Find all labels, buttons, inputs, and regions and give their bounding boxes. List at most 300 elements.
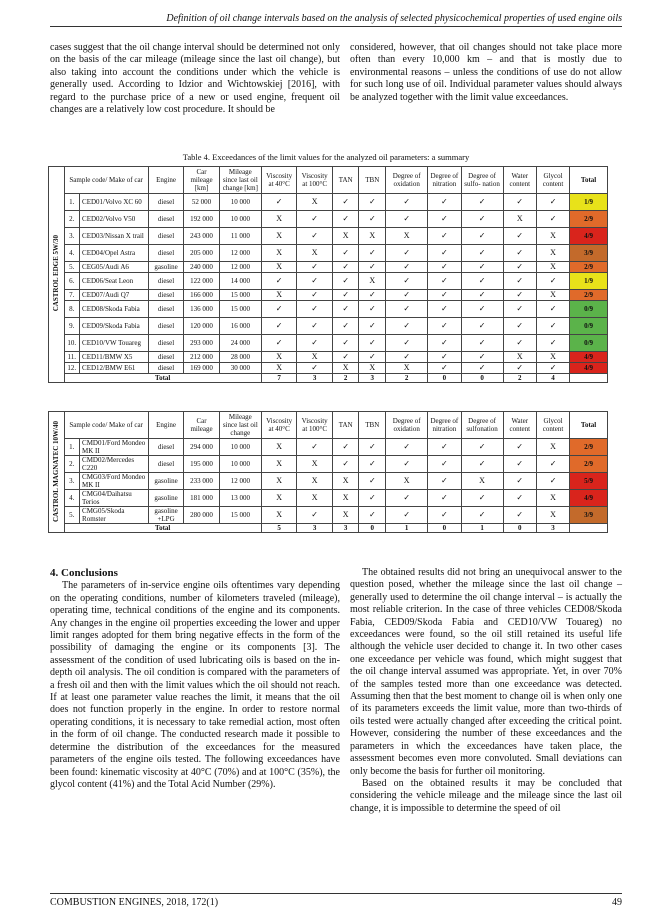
check-mark: ✓ [428, 211, 461, 228]
sample-code: CMD01/Ford Mondeo MK II [80, 439, 149, 456]
sample-code: CED09/Skoda Fabia [80, 318, 149, 335]
check-mark: ✓ [261, 335, 296, 352]
sample-code: CED11/BMW X5 [80, 352, 149, 363]
column-total: 0 [428, 374, 461, 383]
group-label [49, 412, 65, 533]
check-mark: ✓ [503, 490, 536, 507]
exceeded-mark: X [261, 473, 296, 490]
check-mark: ✓ [297, 290, 332, 301]
exceeded-mark: X [536, 262, 569, 273]
column-total: 0 [359, 524, 386, 533]
check-mark: ✓ [461, 290, 503, 301]
cell-since: 10 000 [219, 211, 261, 228]
cell-mil: 240 000 [184, 262, 219, 273]
exceeded-mark: X [503, 211, 536, 228]
column-header: Car mileage [184, 412, 219, 439]
check-mark: ✓ [428, 490, 461, 507]
group-label-text: CASTROL EDGE 5W/30 [52, 235, 61, 312]
check-mark: ✓ [428, 335, 461, 352]
check-mark: ✓ [536, 318, 569, 335]
check-mark: ✓ [386, 273, 428, 290]
row-number: 1. [64, 194, 80, 211]
check-mark: ✓ [461, 456, 503, 473]
exceeded-mark: X [261, 290, 296, 301]
column-total: 2 [503, 374, 536, 383]
check-mark: ✓ [503, 273, 536, 290]
exceeded-mark: X [297, 194, 332, 211]
cell-since: 11 000 [219, 228, 261, 245]
cell-mil: 205 000 [184, 245, 219, 262]
check-mark: ✓ [386, 335, 428, 352]
check-mark: ✓ [261, 301, 296, 318]
row-total: 0/9 [570, 335, 608, 352]
exceeded-mark: X [359, 273, 386, 290]
check-mark: ✓ [359, 352, 386, 363]
cell-mil: 122 000 [184, 273, 219, 290]
check-mark: ✓ [461, 194, 503, 211]
check-mark: ✓ [428, 301, 461, 318]
column-total: 3 [297, 524, 332, 533]
sample-code: CED03/Nissan X trail [80, 228, 149, 245]
cell-mil: 52 000 [184, 194, 219, 211]
cell-mil: 195 000 [184, 456, 219, 473]
check-mark: ✓ [428, 352, 461, 363]
check-mark: ✓ [297, 507, 332, 524]
column-header: Water content [503, 167, 536, 194]
total-row [49, 374, 608, 383]
exceeded-mark: X [297, 473, 332, 490]
table-row [49, 211, 608, 228]
cell-eng: diesel [148, 290, 183, 301]
cell-since: 10 000 [219, 439, 261, 456]
cell-eng: diesel [148, 335, 183, 352]
exceeded-mark: X [261, 228, 296, 245]
column-header: Degree of nitration [428, 167, 461, 194]
exceeded-mark: X [332, 228, 359, 245]
check-mark: ✓ [503, 507, 536, 524]
sample-code: CEG05/Audi A6 [80, 262, 149, 273]
check-mark: ✓ [297, 262, 332, 273]
check-mark: ✓ [503, 262, 536, 273]
check-mark: ✓ [386, 211, 428, 228]
check-mark: ✓ [428, 245, 461, 262]
column-header: Viscosity at 40°C [261, 412, 296, 439]
cell-since: 15 000 [219, 301, 261, 318]
row-total: 2/9 [570, 211, 608, 228]
journal-reference: COMBUSTION ENGINES, 2018, 172(1) [50, 897, 219, 908]
row-total: 4/9 [570, 490, 608, 507]
exceeded-mark: X [386, 473, 428, 490]
row-number: 10. [64, 335, 80, 352]
check-mark: ✓ [359, 473, 386, 490]
check-mark: ✓ [536, 363, 569, 374]
running-header: Definition of oil change intervals based on the analysis of selected physicochemical properties of used engine oils [50, 13, 622, 27]
column-header: TAN [332, 412, 359, 439]
sample-code: CED08/Skoda Fabia [80, 301, 149, 318]
check-mark: ✓ [297, 211, 332, 228]
footer [50, 893, 622, 908]
exceeded-mark: X [536, 439, 569, 456]
column-total: 1 [386, 524, 428, 533]
sample-code: CED02/Volvo V50 [80, 211, 149, 228]
column-total: 3 [536, 524, 569, 533]
cell-eng: diesel [148, 273, 183, 290]
exceeded-mark: X [261, 352, 296, 363]
row-total: 3/9 [570, 507, 608, 524]
check-mark: ✓ [461, 439, 503, 456]
cell-since: 10 000 [219, 456, 261, 473]
paragraph-text: The parameters of in-service engine oils oftentimes vary depending on the operating conditions, number of kilometers traveled (mileage), operating time, technical conditions of the engine and its components. Any changes in the engine oil properties exceeding the lower and upper limit ranges adopted for them bring negative effects in the form of the possibility of damaging the engine or its components [3]. The assessment of the condition of used lubricating oils is based on the in-depth oil analysis. The oil condition is compared with the parameters of a fresh oil and then with the limit values which the oil should not reach. If at least one parameter value reaches the limit, it means that the oil does not function properly in the engine. In order to restore normal operating conditions, it is necessary to take remedial action, most often in the form of oil change. The conducted research made it possible to determine the distribution of the exceedances for the measured parameters of the engine oils tested. The following exceedances have been found: kinematic viscosity at 40°C (70%) and at 100°C (35%), the glycol content (41%) and the Total Acid Number (29%). [50, 580, 340, 790]
check-mark: ✓ [503, 301, 536, 318]
check-mark: ✓ [297, 439, 332, 456]
group-label-text: CASTROL MAGNATEC 10W/40 [52, 420, 61, 522]
table-row [49, 456, 608, 473]
row-number: 11. [64, 352, 80, 363]
column-total: 4 [536, 374, 569, 383]
row-total: 2/9 [570, 456, 608, 473]
column-header: Car mileage [km] [184, 167, 219, 194]
check-mark: ✓ [332, 262, 359, 273]
column-total: 7 [261, 374, 296, 383]
check-mark: ✓ [386, 439, 428, 456]
exceeded-mark: X [332, 473, 359, 490]
check-mark: ✓ [536, 194, 569, 211]
column-header: Sample code/ Make of car [64, 412, 148, 439]
check-mark: ✓ [332, 318, 359, 335]
row-total: 4/9 [570, 352, 608, 363]
check-mark: ✓ [536, 211, 569, 228]
exceeded-mark: X [536, 352, 569, 363]
exceeded-mark: X [297, 245, 332, 262]
cell-eng: gasoline [148, 262, 183, 273]
check-mark: ✓ [536, 273, 569, 290]
cell-mil: 280 000 [184, 507, 219, 524]
table-row [49, 439, 608, 456]
column-header: Viscosity at 100°C [297, 412, 332, 439]
table-row [49, 245, 608, 262]
check-mark: ✓ [503, 245, 536, 262]
cell-mil: 212 000 [184, 352, 219, 363]
cell-eng: diesel [148, 245, 183, 262]
cell-eng: diesel [148, 439, 183, 456]
check-mark: ✓ [461, 318, 503, 335]
cell-eng: diesel [148, 352, 183, 363]
column-total: 2 [332, 374, 359, 383]
check-mark: ✓ [359, 335, 386, 352]
check-mark: ✓ [428, 473, 461, 490]
check-mark: ✓ [503, 194, 536, 211]
row-number: 5. [64, 507, 80, 524]
column-total: 0 [503, 524, 536, 533]
column-header: TBN [359, 412, 386, 439]
check-mark: ✓ [428, 507, 461, 524]
cell-eng: diesel [148, 301, 183, 318]
table-row [49, 352, 608, 363]
column-total: 1 [461, 524, 503, 533]
cell-mil: 192 000 [184, 211, 219, 228]
column-header: Total [570, 412, 608, 439]
cell-mil: 120 000 [184, 318, 219, 335]
exceeded-mark: X [536, 290, 569, 301]
exceeded-mark: X [536, 507, 569, 524]
column-header: Engine [148, 167, 183, 194]
row-total: 3/9 [570, 245, 608, 262]
table-row [49, 262, 608, 273]
exceeded-mark: X [261, 507, 296, 524]
sample-code: CMG04/Daihatsu Terios [80, 490, 149, 507]
check-mark: ✓ [332, 439, 359, 456]
table-row [49, 490, 608, 507]
check-mark: ✓ [386, 245, 428, 262]
cell-mil: 294 000 [184, 439, 219, 456]
table-row [49, 301, 608, 318]
cell-mil: 293 000 [184, 335, 219, 352]
cell-since: 24 000 [219, 335, 261, 352]
row-total: 2/9 [570, 262, 608, 273]
check-mark: ✓ [461, 301, 503, 318]
column-header: Water content [503, 412, 536, 439]
check-mark: ✓ [461, 245, 503, 262]
column-total: 3 [332, 524, 359, 533]
cell-since: 14 000 [219, 273, 261, 290]
column-header: Viscosity at 40°C [261, 167, 296, 194]
exceeded-mark: X [261, 262, 296, 273]
check-mark: ✓ [297, 228, 332, 245]
exceeded-mark: X [359, 228, 386, 245]
exceeded-mark: X [503, 352, 536, 363]
column-total: 5 [261, 524, 296, 533]
check-mark: ✓ [359, 507, 386, 524]
check-mark: ✓ [461, 507, 503, 524]
row-number: 4. [64, 490, 80, 507]
total-row [49, 524, 608, 533]
exceeded-mark: X [332, 363, 359, 374]
exceeded-mark: X [461, 473, 503, 490]
exceeded-mark: X [261, 490, 296, 507]
table-row [49, 473, 608, 490]
cell-eng: diesel [148, 363, 183, 374]
check-mark: ✓ [297, 301, 332, 318]
column-header: Total [570, 167, 608, 194]
check-mark: ✓ [461, 273, 503, 290]
check-mark: ✓ [503, 290, 536, 301]
check-mark: ✓ [503, 318, 536, 335]
check-mark: ✓ [332, 211, 359, 228]
row-number: 3. [64, 228, 80, 245]
check-mark: ✓ [332, 335, 359, 352]
row-number: 7. [64, 290, 80, 301]
top-left-paragraph [50, 42, 340, 116]
check-mark: ✓ [359, 245, 386, 262]
cell-since: 16 000 [219, 318, 261, 335]
cell-since: 13 000 [219, 490, 261, 507]
cell-since: 12 000 [219, 262, 261, 273]
cell-since: 30 000 [219, 363, 261, 374]
row-number: 8. [64, 301, 80, 318]
column-header: TBN [359, 167, 386, 194]
sample-code: CMG05/Skoda Romster [80, 507, 149, 524]
check-mark: ✓ [332, 194, 359, 211]
column-header: Degree of nitration [428, 412, 461, 439]
cell-since: 12 000 [219, 473, 261, 490]
cell-since: 10 000 [219, 194, 261, 211]
check-mark: ✓ [428, 456, 461, 473]
cell-mil: 166 000 [184, 290, 219, 301]
row-total: 0/9 [570, 301, 608, 318]
exceeded-mark: X [536, 245, 569, 262]
exceeded-mark: X [536, 228, 569, 245]
top-right-paragraph [350, 42, 622, 104]
check-mark: ✓ [359, 490, 386, 507]
check-mark: ✓ [261, 273, 296, 290]
exceedance-table-castrol-edge [48, 166, 608, 383]
cell-since: 15 000 [219, 290, 261, 301]
exceeded-mark: X [332, 507, 359, 524]
empty-cell [570, 374, 608, 383]
check-mark: ✓ [386, 262, 428, 273]
exceeded-mark: X [261, 245, 296, 262]
check-mark: ✓ [536, 473, 569, 490]
row-number: 3. [64, 473, 80, 490]
exceeded-mark: X [386, 363, 428, 374]
column-header: Glycol content [536, 412, 569, 439]
check-mark: ✓ [461, 335, 503, 352]
exceeded-mark: X [332, 490, 359, 507]
exceeded-mark: X [359, 363, 386, 374]
check-mark: ✓ [386, 456, 428, 473]
row-total: 1/9 [570, 273, 608, 290]
check-mark: ✓ [332, 273, 359, 290]
cell-eng: diesel [148, 228, 183, 245]
row-total: 4/9 [570, 228, 608, 245]
check-mark: ✓ [536, 301, 569, 318]
check-mark: ✓ [428, 228, 461, 245]
row-number: 2. [64, 456, 80, 473]
exceedance-table-castrol-magnatec [48, 411, 608, 533]
cell-since: 15 000 [219, 507, 261, 524]
column-header: Degree of sulfonation [461, 412, 503, 439]
paragraph-text: cases suggest that the oil change interval should be determined not only on the basis of the car mileage (mileage since the last oil change), but also taking into account the conditions under which the vehicle is generally used. According to Idzior and Wichtowskiej [2016], with regard to the purchase price of a new or used engine, frequent oil changes are a relatively low cost procedure. It should be [50, 42, 340, 116]
row-number: 9. [64, 318, 80, 335]
cell-mil: 233 000 [184, 473, 219, 490]
check-mark: ✓ [332, 245, 359, 262]
check-mark: ✓ [332, 456, 359, 473]
check-mark: ✓ [359, 211, 386, 228]
conclusions-right-column [350, 567, 622, 815]
page-number: 49 [612, 897, 622, 908]
cell-since: 28 000 [219, 352, 261, 363]
check-mark: ✓ [359, 439, 386, 456]
table-row [49, 194, 608, 211]
cell-eng: gasoline [148, 473, 183, 490]
column-header: Degree of oxidation [386, 167, 428, 194]
sample-code: CMD02/Mercedes C220 [80, 456, 149, 473]
row-total: 1/9 [570, 194, 608, 211]
exceeded-mark: X [386, 228, 428, 245]
sample-code: CED10/VW Touareg [80, 335, 149, 352]
check-mark: ✓ [461, 228, 503, 245]
table-row [49, 273, 608, 290]
cell-eng: gasoline [148, 490, 183, 507]
check-mark: ✓ [359, 456, 386, 473]
sample-code: CED06/Seat Leon [80, 273, 149, 290]
check-mark: ✓ [359, 290, 386, 301]
total-label: Total [64, 524, 261, 533]
check-mark: ✓ [386, 301, 428, 318]
check-mark: ✓ [359, 262, 386, 273]
sample-code: CED01/Volvo XC 60 [80, 194, 149, 211]
table-row [49, 318, 608, 335]
cell-eng: gasoline +LPG [148, 507, 183, 524]
check-mark: ✓ [332, 290, 359, 301]
check-mark: ✓ [428, 262, 461, 273]
check-mark: ✓ [386, 507, 428, 524]
column-header: Mileage since last oil change [km] [219, 167, 261, 194]
table-row [49, 335, 608, 352]
check-mark: ✓ [461, 211, 503, 228]
check-mark: ✓ [386, 290, 428, 301]
check-mark: ✓ [461, 490, 503, 507]
exceeded-mark: X [297, 456, 332, 473]
column-header: TAN [332, 167, 359, 194]
row-total: 2/9 [570, 290, 608, 301]
paragraph-text: The obtained results did not bring an unequivocal answer to the question posed, whether the mileage since the last oil change – generally used to determine the oil change interval – is actually the most reliable criterion. In the case of three vehicles CED08/Skoda Fabia, CED09/Skoda Fabia and CED10/VW Touareg) no exceedances were found, so the oil still retained its useful life although the vehicle user decided to change it. In two other cases one exceedance per vehicle was found, which might suggest that the oil change interval assumed was appropriate. Yet, in over 70% of the samples tested more than one exceedance was detected. Assuming then that the best moment to change oil is when only one of its parameters exceeds the limit value, more than two-thirds of oils tested were actually changed after exceeding the critical point. However, considering the number of these exceedances and the parameters in which the exceedances have taken place, the assessment becomes even more convoluted. Small deviations can only become the basis for further oil monitoring. [350, 567, 622, 777]
total-label: Total [64, 374, 261, 383]
check-mark: ✓ [503, 228, 536, 245]
column-header: Sample code/ Make of car [64, 167, 148, 194]
row-total: 4/9 [570, 363, 608, 374]
sample-code: CED12/BMW E61 [80, 363, 149, 374]
check-mark: ✓ [359, 318, 386, 335]
check-mark: ✓ [503, 335, 536, 352]
column-header: Degree of oxidation [386, 412, 428, 439]
cell-since: 12 000 [219, 245, 261, 262]
check-mark: ✓ [428, 363, 461, 374]
column-total: 0 [461, 374, 503, 383]
check-mark: ✓ [359, 301, 386, 318]
exceeded-mark: X [261, 211, 296, 228]
check-mark: ✓ [428, 318, 461, 335]
cell-mil: 136 000 [184, 301, 219, 318]
row-number: 4. [64, 245, 80, 262]
sample-code: CED07/Audi Q7 [80, 290, 149, 301]
check-mark: ✓ [386, 352, 428, 363]
empty-cell [570, 524, 608, 533]
cell-eng: diesel [148, 211, 183, 228]
check-mark: ✓ [359, 194, 386, 211]
column-total: 0 [428, 524, 461, 533]
row-number: 1. [64, 439, 80, 456]
row-total: 0/9 [570, 318, 608, 335]
check-mark: ✓ [536, 335, 569, 352]
check-mark: ✓ [461, 262, 503, 273]
row-total: 5/9 [570, 473, 608, 490]
table-caption: Table 4. Exceedances of the limit values for the analyzed oil parameters: a summary [182, 152, 470, 162]
check-mark: ✓ [503, 363, 536, 374]
check-mark: ✓ [428, 439, 461, 456]
check-mark: ✓ [297, 335, 332, 352]
exceeded-mark: X [261, 439, 296, 456]
check-mark: ✓ [332, 301, 359, 318]
cell-eng: diesel [148, 456, 183, 473]
check-mark: ✓ [261, 194, 296, 211]
column-header: Engine [148, 412, 183, 439]
row-number: 6. [64, 273, 80, 290]
exceeded-mark: X [261, 456, 296, 473]
check-mark: ✓ [297, 363, 332, 374]
conclusions-left-column [50, 567, 340, 791]
check-mark: ✓ [428, 194, 461, 211]
